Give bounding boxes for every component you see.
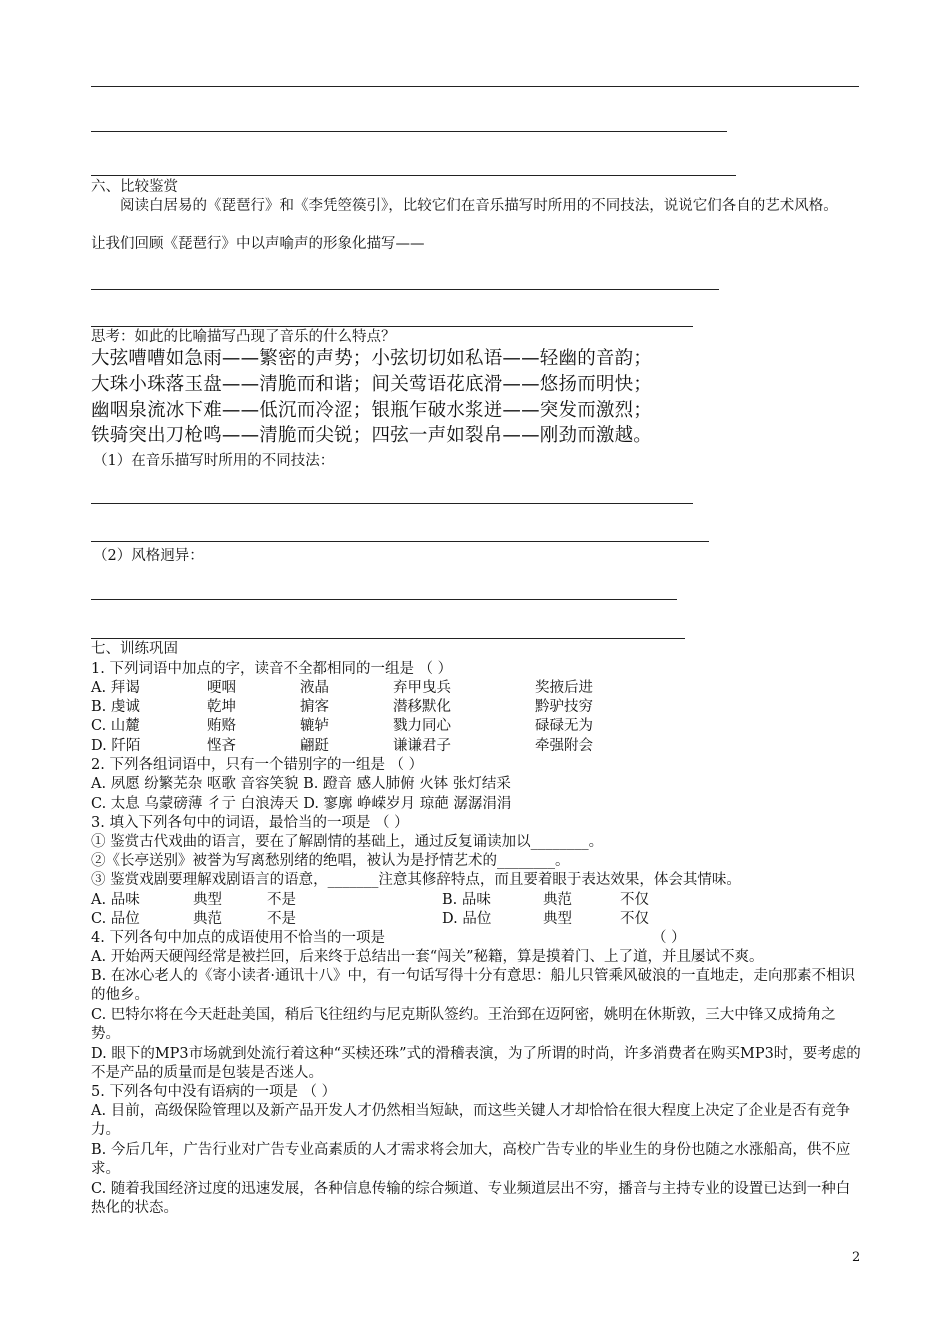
answer-line	[91, 541, 709, 542]
question-style: （2）风格迥异：	[93, 548, 204, 564]
q1-option-cell: A. 拜谒	[91, 680, 140, 696]
q1-option-cell: 弃甲曳兵	[393, 680, 451, 696]
q2-option-ab: A. 夙愿 纷繁芜杂 呕歌 音容笑貌 B. 蹬音 感人肺俯 火钵 张灯结采	[91, 776, 511, 792]
q1-option-cell: C. 山麓	[91, 718, 140, 734]
q1-option-cell: 戮力同心	[393, 718, 451, 734]
section-seven-heading: 七、训练巩固	[91, 641, 178, 657]
q1-option-cell: 贿赂	[207, 718, 236, 734]
q5-option-c: C. 随着我国经济过度的迅速发展，各种信息传输的综合频道、专业频道层出不穷，播音与主持专业的设置已达到一种白热化的状态。	[91, 1181, 851, 1216]
answer-line	[91, 131, 727, 132]
q4-option-b: B. 在冰心老人的《寄小读者·通讯十八》中，有一句话写得十分有意思：船儿只管乘风破浪的一直地走，走向那素不相识的他乡。	[91, 968, 855, 1003]
section-six-lead: 让我们回顾《琵琶行》中以声喻声的形象化描写——	[91, 236, 425, 252]
answer-line	[91, 599, 677, 600]
q1-option-cell: 谦谦君子	[393, 738, 451, 754]
question-techniques: （1）在音乐描写时所用的不同技法：	[93, 453, 335, 469]
q4-option-a: A. 开始两天硬闯经常是被拦回，后来终于总结出一套“闯关”秘籍，算是摸着门、上了道，并且屡试不爽。	[91, 949, 764, 965]
answer-line	[91, 326, 693, 327]
q3-option-cell: 典范	[543, 892, 572, 908]
q1-option-cell: 潜移默化	[393, 699, 451, 715]
q1-option-cell: B. 虔诚	[91, 699, 140, 715]
section-six-intro: 阅读白居易的《琵琶行》和《李凭箜篌引》，比较它们在音乐描写时所用的不同技法，说说它们各自的艺术风格。	[120, 198, 838, 214]
q3-option-cell: 典型	[193, 892, 222, 908]
q4-answer-paren: （ ）	[652, 930, 686, 946]
q3-option-cell: 典范	[193, 911, 222, 927]
poem-line: 大珠小珠落玉盘——清脆而和谐；间关莺语花底滑——悠扬而明快；	[91, 374, 653, 395]
q5-stem: 5. 下列各句中没有语病的一项是 （ ）	[91, 1084, 337, 1100]
q3-option-cell: 不是	[267, 892, 296, 908]
q3-option-cell: A. 品味	[91, 892, 140, 908]
q1-option-cell: 碌碌无为	[535, 718, 593, 734]
q1-option-cell: 奖掖后进	[535, 680, 593, 696]
q1-stem: 1. 下列词语中加点的字，读音不全都相同的一组是 （ ）	[91, 661, 453, 677]
q1-option-cell: 翩跹	[300, 738, 329, 754]
poem-line: 幽咽泉流冰下难——低沉而冷涩；银瓶乍破水浆迸——突发而激烈；	[91, 400, 653, 421]
q1-option-cell: 辘轳	[300, 718, 329, 734]
q3-sentence: ②《长亭送别》被誉为写离愁别绪的绝唱，被认为是抒情艺术的________。	[91, 853, 570, 869]
q3-sentence: ③ 鉴赏戏剧要理解戏剧语言的语意，_______注意其修辞特点，而且要着眼于表达效果，体会其情味。	[91, 872, 741, 888]
q1-option-cell: D. 阡陌	[91, 738, 141, 754]
q3-option-cell: 不仅	[620, 892, 649, 908]
q3-option-cell: 不仅	[620, 911, 649, 927]
q3-option-cell: C. 品位	[91, 911, 140, 927]
answer-line	[91, 289, 719, 290]
q2-stem: 2. 下列各组词语中，只有一个错别字的一组是 （ ）	[91, 757, 424, 773]
q5-option-b: B. 今后几年，广告行业对广告专业高素质的人才需求将会加大，高校广告专业的毕业生的身份也随之水涨船高，供不应求。	[91, 1142, 851, 1177]
q3-option-cell: D. 品位	[442, 911, 492, 927]
q3-option-cell: 不是	[267, 911, 296, 927]
q5-option-a: A. 目前，高级保险管理以及新产品开发人才仍然相当短缺，而这些关键人才却恰恰在很大程度上决定了企业是否有竞争力。	[91, 1103, 851, 1138]
q1-option-cell: 牵强附会	[535, 738, 593, 754]
q3-option-cell: B. 品味	[442, 892, 491, 908]
q1-option-cell: 液晶	[300, 680, 329, 696]
think-prompt: 思考：如此的比喻描写凸现了音乐的什么特点？	[91, 329, 396, 345]
answer-line	[91, 175, 736, 176]
q4-option-c: C. 巴特尔将在今天赶赴美国，稍后飞往纽约与尼克斯队签约。王治郅在迈阿密，姚明在休斯敦，三大中锋又成掎角之势。	[91, 1007, 836, 1042]
answer-line	[91, 86, 859, 87]
q4-stem: 4. 下列各句中加点的成语使用不恰当的一项是	[91, 930, 385, 946]
q1-option-cell: 乾坤	[207, 699, 236, 715]
q1-option-cell: 黔驴技穷	[535, 699, 593, 715]
q3-sentence: ① 鉴赏古代戏曲的语言，要在了解剧情的基础上，通过反复诵读加以________。	[91, 834, 604, 850]
section-six-heading: 六、比较鉴赏	[91, 179, 178, 195]
q2-option-cd: C. 太息 乌蒙磅薄 彳亍 白浪涛天 D. 寥廓 峥嵘岁月 琼葩 潺潺涓涓	[91, 796, 512, 812]
poem-line: 大弦嘈嘈如急雨——繁密的声势；小弦切切如私语——轻幽的音韵；	[91, 348, 653, 369]
q1-option-cell: 掮客	[300, 699, 329, 715]
answer-line	[91, 503, 693, 504]
q3-stem: 3. 填入下列各句中的词语，最恰当的一项是 （ ）	[91, 815, 409, 831]
q3-option-cell: 典型	[543, 911, 572, 927]
q1-option-cell: 悭吝	[207, 738, 236, 754]
page-number: 2	[852, 1250, 861, 1265]
poem-line: 铁骑突出刀枪鸣——清脆而尖锐；四弦一声如裂帛——刚劲而激越。	[91, 425, 653, 446]
q4-option-d: D. 眼下的MP3市场就到处流行着这种“买椟还珠”式的滑稽表演，为了所谓的时尚，许多消费者在购买MP3时，要考虑的不是产品的质量而是包装是否迷人。	[91, 1046, 861, 1081]
answer-line	[91, 638, 685, 639]
q1-option-cell: 哽咽	[207, 680, 236, 696]
